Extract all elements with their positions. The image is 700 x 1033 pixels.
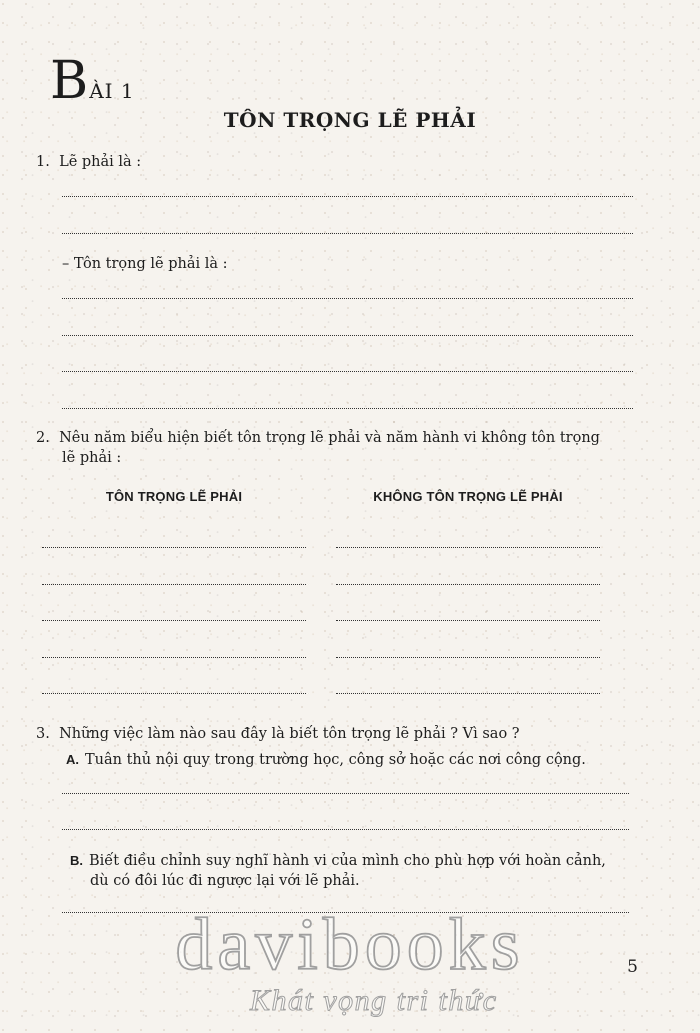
question-3	[36, 724, 520, 744]
question-1	[36, 152, 141, 172]
answer-line-disrespect[interactable]	[336, 547, 600, 548]
answer-line[interactable]	[62, 335, 633, 336]
option-a	[66, 750, 586, 770]
answer-line-respect[interactable]	[42, 584, 306, 585]
question-1-text: Lẽ phải là :	[59, 154, 142, 170]
answer-line-respect[interactable]	[42, 657, 306, 658]
answer-line[interactable]	[62, 233, 633, 234]
watermark-slogan: Khát vọng tri thức	[250, 984, 498, 1017]
lesson-title: TÔN TRỌNG LẼ PHẢI	[223, 108, 477, 132]
lesson-label	[50, 51, 135, 111]
answer-line-disrespect[interactable]	[336, 657, 600, 658]
answer-line[interactable]	[62, 408, 633, 409]
answer-line-respect[interactable]	[42, 620, 306, 621]
question-1-number: 1.	[36, 154, 50, 170]
question-2	[36, 428, 646, 468]
answer-line[interactable]	[62, 793, 629, 794]
question-3-number: 3.	[36, 726, 50, 742]
answer-line[interactable]	[62, 371, 633, 372]
option-b-letter: B.	[70, 853, 83, 868]
answer-line[interactable]	[62, 196, 633, 197]
watermark-brand: davibooks	[175, 904, 525, 986]
lesson-label-initial: B	[50, 51, 89, 111]
answer-line-respect[interactable]	[42, 693, 306, 694]
answer-line-respect[interactable]	[42, 547, 306, 548]
answer-line-disrespect[interactable]	[336, 693, 600, 694]
answer-line-disrespect[interactable]	[336, 584, 600, 585]
option-b-line2: dù có đôi lúc đi ngược lại với lẽ phải.	[90, 873, 360, 889]
answer-line[interactable]	[62, 298, 633, 299]
option-a-letter: A.	[66, 752, 79, 767]
question-2-number: 2.	[36, 430, 50, 446]
question-1-sub: – Tôn trọng lẽ phải là :	[62, 256, 228, 272]
question-2-text-line2: lẽ phải :	[62, 450, 122, 466]
answer-line[interactable]	[62, 829, 629, 830]
column-header-disrespect: KHÔNG TÔN TRỌNG LẼ PHẢI	[373, 489, 563, 504]
column-header-respect: TÔN TRỌNG LẼ PHẢI	[105, 489, 243, 504]
answer-line-disrespect[interactable]	[336, 620, 600, 621]
option-b	[70, 851, 606, 891]
option-b-line1: Biết điều chỉnh suy nghĩ hành vi của mình cho phù hợp với hoàn cảnh,	[89, 853, 606, 869]
question-2-text-line1: Nêu năm biểu hiện biết tôn trọng lẽ phải và năm hành vi không tôn trọng	[59, 430, 600, 446]
lesson-label-rest: ÀI 1	[89, 79, 135, 103]
question-3-text: Những việc làm nào sau đây là biết tôn trọng lẽ phải ? Vì sao ?	[59, 726, 520, 742]
page-number: 5	[627, 957, 638, 977]
option-a-text: Tuân thủ nội quy trong trường học, công sở hoặc các nơi công cộng.	[85, 752, 586, 768]
